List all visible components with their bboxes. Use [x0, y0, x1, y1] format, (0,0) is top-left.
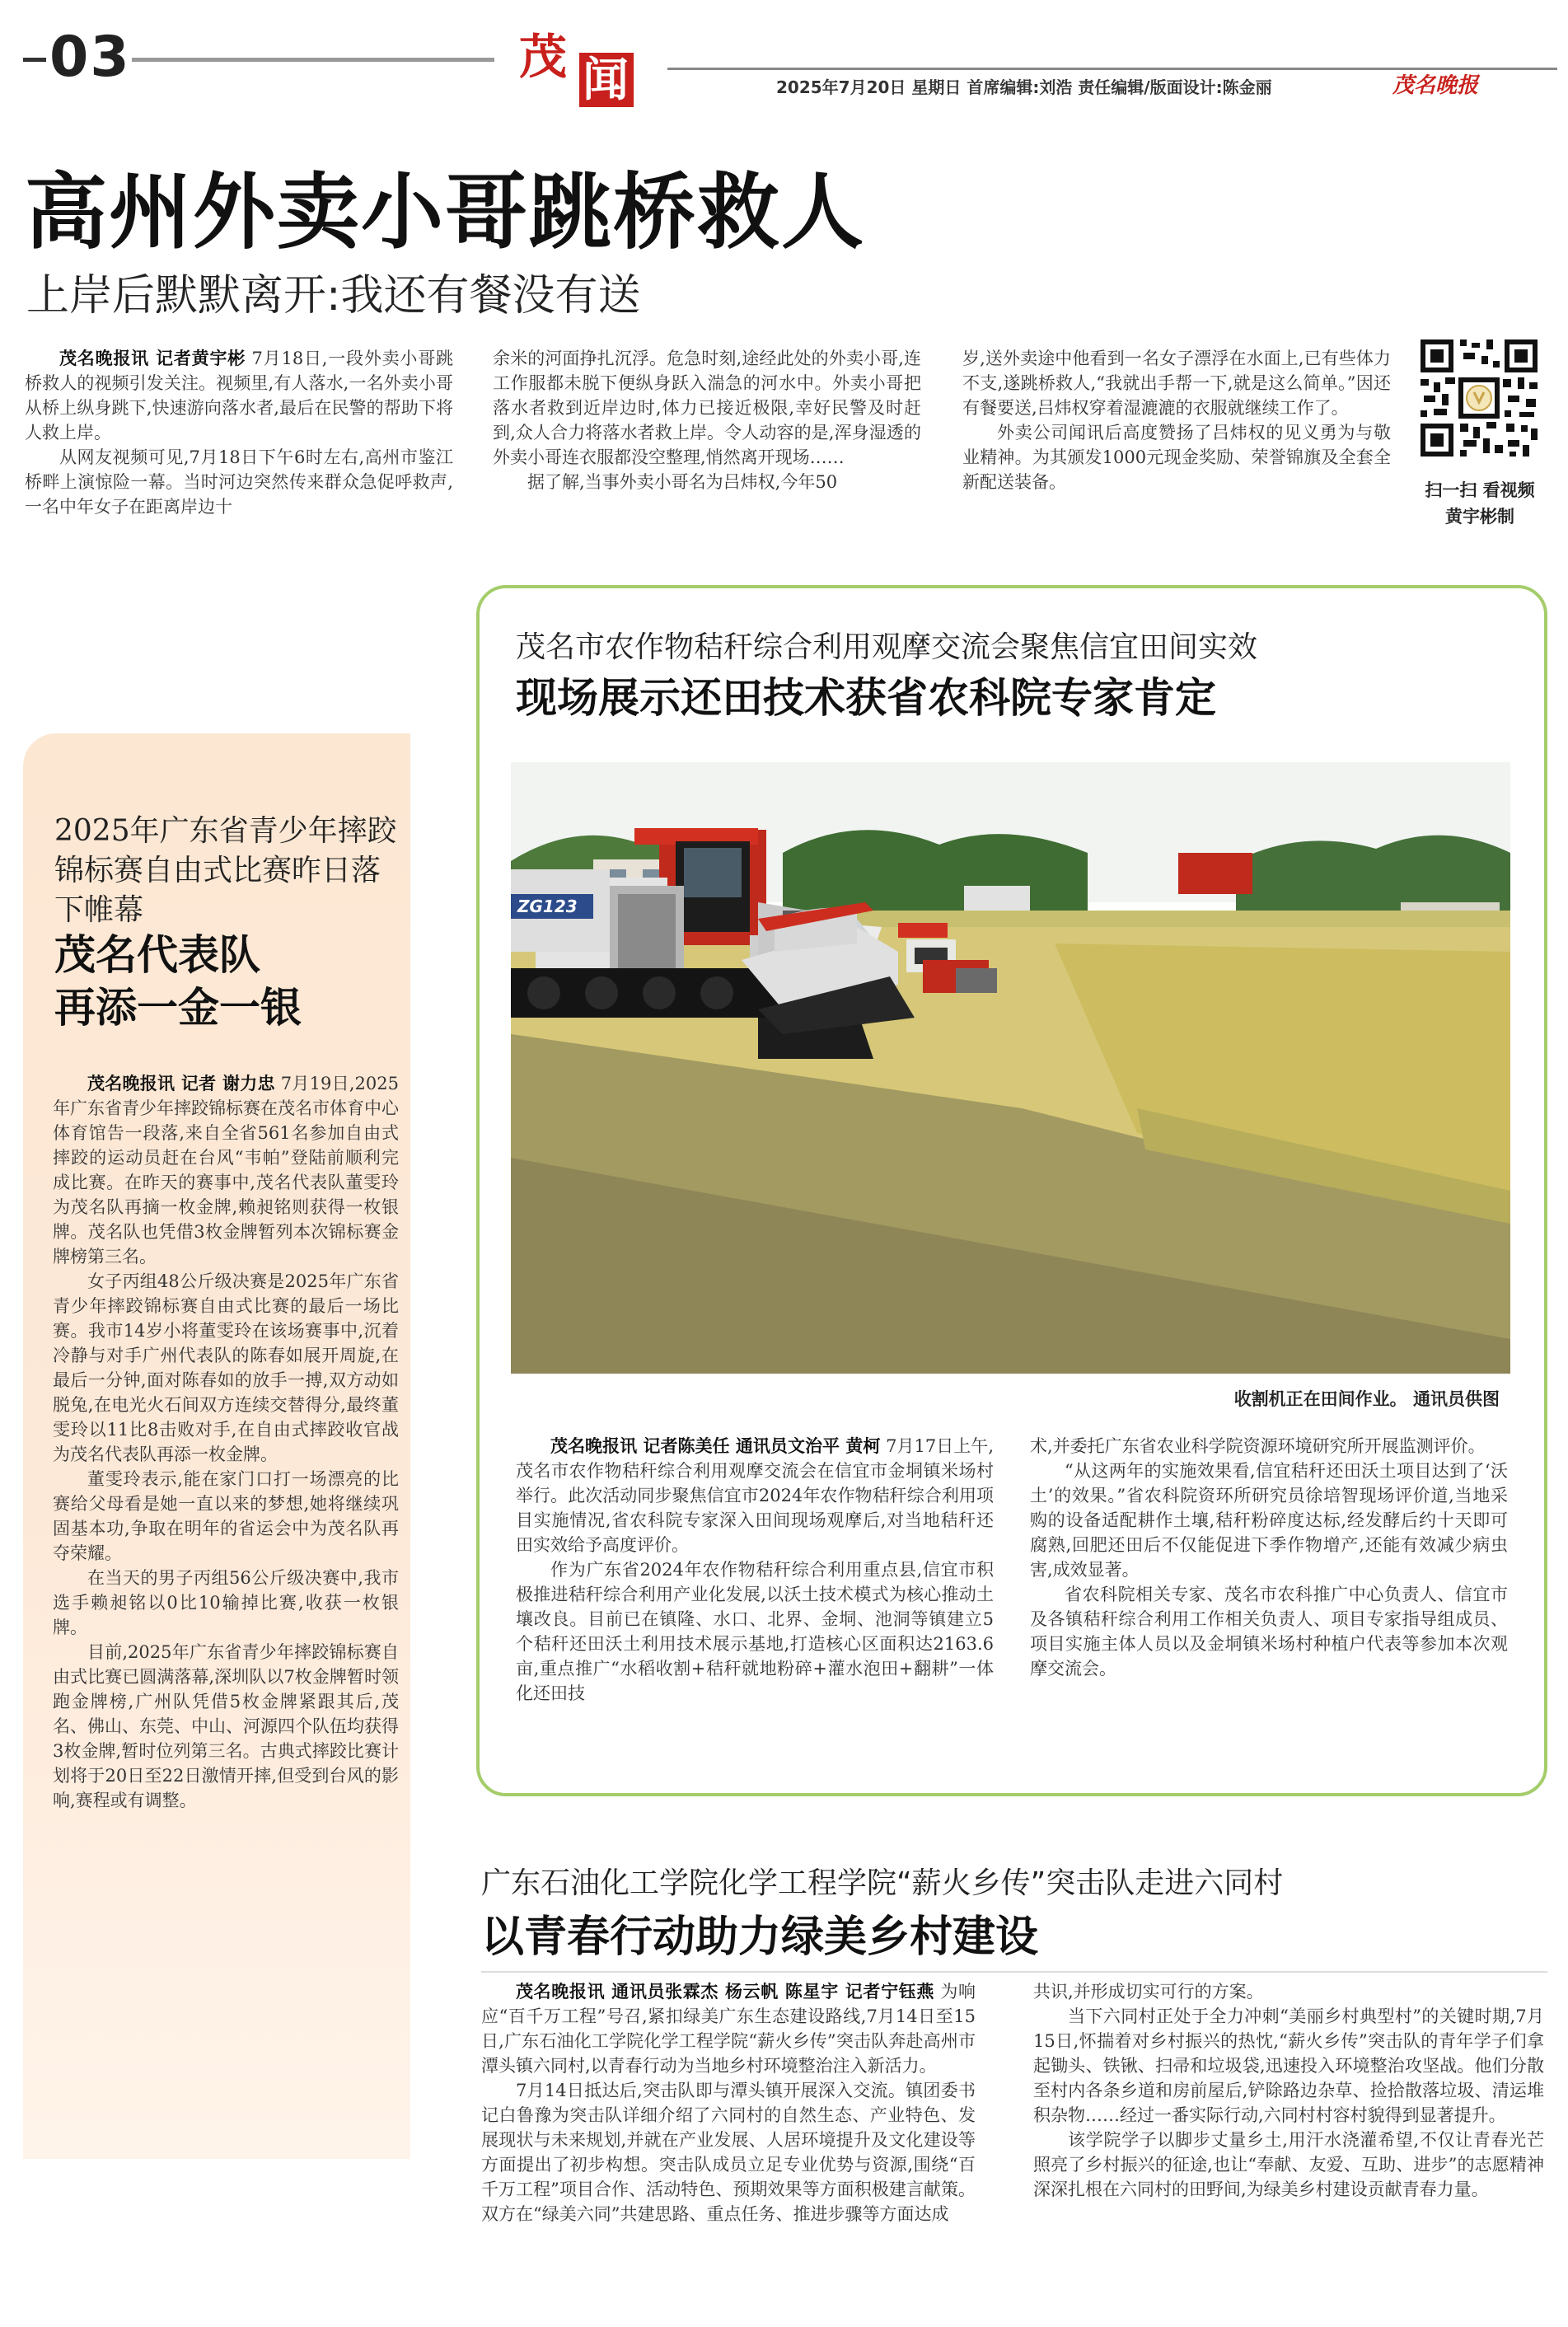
page-header — [0, 0, 1568, 115]
straw-c1-p2: 作为广东省2024年农作物秸秆综合利用重点县,信宜市积极推进秸秆综合利用产业化发展,以沃土技术模式为核心推动土壤改良。目前已在镇隆、水口、北界、金垌、池洞等镇建立5个秸秆还田沃土利用技术展示基地,打造核心区面积达2163.6亩,重点推广“水稻收割+秸秆就地粉碎+灌水泡田+翻耕”一体化还田技 — [516, 1560, 994, 1703]
lead-column-3 — [962, 346, 1391, 540]
wrestling-headline-2: 再添一金一银 — [54, 984, 302, 1032]
section-badge — [519, 28, 639, 107]
lead-col3-p1: 岁,送外卖途中他看到一名女子漂浮在水面上,已有些体力不支,遂跳桥救人,“我就出手帮一下,就是这么简单。”因还有餐要送,吕炜权穿着湿漉漉的衣服就继续工作了。 — [962, 349, 1391, 418]
youth-c1-p2: 7月14日抵达后,突击队即与潭头镇开展深入交流。镇团委书记白鲁豫为突击队详细介绍了六同村的自然生态、产业特色、发展现状与未来规划,并就在产业发展、人居环境提升及文化建设等方面提出了初步构想。突击队成员立足专业优势与资源,围绕“百千万工程”项目合作、活动特色、预期效果等方面积极建言献策。双方在“绿美六同”共建思路、重点任务、推进步骤等方面达成 — [481, 2081, 976, 2224]
youth-c2-p2: 当下六同村正处于全力冲刺“美丽乡村典型村”的关键时期,7月15日,怀揣着对乡村振兴的热忱,“薪火乡传”突击队的青年学子们拿起锄头、铁锹、扫帚和垃圾袋,迅速投入环境整治攻坚战。他们分散至村内各条乡道和房前屋后,铲除路边杂草、捡拾散落垃圾、清运堆积杂物……经过一番实际行动,六同村村容村貌得到显著提升。 — [1033, 2006, 1544, 2125]
lead-subtitle: 上岸后默默离开:我还有餐没有送 — [26, 271, 641, 321]
youth-c2-p1: 共识,并形成切实可行的方案。 — [1033, 1982, 1264, 2002]
lead-col2-p2: 据了解,当事外卖小哥名为吕炜权,今年50 — [527, 472, 838, 492]
youth-column-2 — [1033, 1979, 1544, 2321]
straw-c2-p3: 省农科院相关专家、茂名市农科推广中心负责人、信宜市及各镇秸秆综合利用工作相关负责人、项目专家指导组成员、项目实施主体人员以及金垌镇米场村种植户代表等参加本次观摩交流会。 — [1030, 1585, 1508, 1679]
wrestling-body: 茂名晚报讯 记者 谢力忠 7月19日,2025年广东省青少年摔跤锦标赛在茂名市体育中心体育馆告一段落,来自全省561名参加自由式摔跤的运动员赶在台风“韦帕”登陆前顺利完成比赛。在昨天的赛事中,茂名代表队董雯玲为茂名队再摘一枚金牌,赖昶铭则获得一枚银牌。茂名队也凭借3枚金牌暂列本次锦标赛金牌榜第三名。 女子丙组48公斤级决赛是2025年广东省青少年摔跤锦标赛自由式比赛的最后一场比赛。我市14岁小将董雯玲在该场赛事中,沉着冷静与对手广州代表队的陈春如展开周旋,在最后一分钟,面对陈春如的放手一搏,双方动如脱兔,在电光火石间双方连续交替得分,最终董雯玲以11比8击败对手,在自由式摔跤收官战为茂名代表队再添一枚金牌。 董雯玲表示,能在家门口打一场漂亮的比赛给父母看是她一直以来的梦想,她将继续巩固基本功,争取在明年的省运会中为茂名队再夺荣耀。 在当天的男子丙组56公斤级决赛中,我市选手赖昶铭以0比10输掉比赛,收获一枚银牌。 目前,2025年广东省青少年摔跤锦标赛自由式比赛已圆满落幕,深圳队以7枚金牌暂时领跑金牌榜,广州队凭借5枚金牌紧跟其后,茂名、佛山、东莞、中山、河源四个队伍均获得3枚金牌,暂时位列第三名。古典式摔跤比赛计划将于20日至22日激情开摔,但受到台风的影响,赛程或有调整。 — [53, 1071, 399, 1961]
youth-byline: 茂名晚报讯 通讯员张霖杰 杨云帆 陈星宇 记者宁钰燕 — [516, 1981, 935, 2002]
straw-column-1: 茂名晚报讯 记者陈美任 通讯员文治平 黄柯 7月17日上午,茂名市农作物秸秆综合利用观摩交流会在信宜市金垌镇米场村举行。此次活动同步聚焦信宜市2024年农作物秸秆综合利用项目实施情况,省农科院专家深入田间现场观摩后,对当地秸秆还田实效给予高度评价。 作为广东省2024年农作物秸秆综合利用重点县,信宜市积极推进秸秆综合利用产业化发展,以沃土技术模式为核心推动土壤改良。目前已在镇隆、水口、北界、金垌、池洞等镇建立5个秸秆还田沃土利用技术展示基地,打造核心区面积达2163.6亩,重点推广“水稻收割+秸秆就地粉碎+灌水泡田+翻耕”一体化还田技 — [516, 1434, 994, 1763]
wrestling-headline-1: 茂名代表队 — [54, 931, 260, 979]
straw-headline: 现场展示还田技术获省农科院专家肯定 — [516, 674, 1216, 722]
wrestling-p5: 目前,2025年广东省青少年摔跤锦标赛自由式比赛已圆满落幕,深圳队以7枚金牌暂时领跑金牌榜,广州队凭借5枚金牌紧跟其后,茂名、佛山、东莞、中山、河源四个队伍均获得3枚金牌,暂时位列第三名。古典式摔跤比赛计划将于20日至22日激情开摔,但受到台风的影响,赛程或有调整。 — [53, 1642, 399, 1810]
straw-c2-p2: “从这两年的实施效果看,信宜秸秆还田沃土项目达到了‘沃土’的效果。”省农科院资环所研究员徐培智现场评价道,当地采购的设备适配耕作土壤,秸秆粉碎度达标,经发酵后约十天即可腐熟,回肥还田后不仅能促进下季作物增产,还能有效减少病虫害,成效显著。 — [1030, 1461, 1508, 1580]
wrestling-p4: 在当天的男子丙组56公斤级决赛中,我市选手赖昶铭以0比10输掉比赛,收获一枚银牌。 — [53, 1568, 399, 1637]
photo-caption: 收割机正在田间作业。 通讯员供图 — [1233, 1389, 1500, 1409]
qr-code[interactable] — [1417, 336, 1541, 460]
harvester-model-label: ZG123 — [517, 897, 578, 916]
qr-caption-1: 扫一扫 看视频 — [1425, 480, 1535, 500]
youth-headline: 以青春行动助力绿美乡村建设 — [481, 1913, 1039, 1962]
wrestling-p3: 董雯玲表示,能在家门口打一场漂亮的比赛给父母看是她一直以来的梦想,她将继续巩固基本功,争取在明年的省运会中为茂名队再夺荣耀。 — [53, 1469, 399, 1563]
youth-rule — [481, 1971, 1547, 1973]
harvester-photo — [511, 762, 1510, 1374]
straw-c2-p1: 术,并委托广东省农业科学院资源环境研究所开展监测评价。 — [1030, 1436, 1486, 1456]
lead-col1-p2: 从网友视频可见,7月18日下午6时左右,高州市鉴江桥畔上演惊险一幕。当时河边突然传来群众急促呼救声,一名中年女子在距离岸边十 — [25, 447, 453, 517]
paper-logo: 茂名晚报 — [1392, 73, 1479, 98]
wrestling-kicker: 2025年广东省青少年摔跤锦标赛自由式比赛昨日落下帷幕 — [54, 814, 397, 927]
lead-col2-p1: 余米的河面挣扎沉浮。危急时刻,途经此处的外卖小哥,连工作服都未脱下便纵身跃入湍急的河水中。外卖小哥把落水者救到近岸边时,体力已接近极限,幸好民警及时赶到,众人合力将落水者救上岸。令人动容的是,浑身湿透的外卖小哥连衣服都没空整理,悄然离开现场…… — [493, 349, 921, 467]
lead-byline: 茂名晚报讯 记者黄宇彬 — [59, 348, 246, 368]
dateline: 2025年7月20日 星期日 首席编辑:刘浩 责任编辑/版面设计:陈金丽 — [776, 77, 1272, 97]
lead-column-2 — [493, 346, 921, 540]
lead-column-1: 茂名晚报讯 记者黄宇彬 7月18日,一段外卖小哥跳桥救人的视频引发关注。视频里,有人落水,一名外卖小哥从桥上纵身跳下,快速游向落水者,最后在民警的帮助下将人救上岸。 从网友视频可见,7月18日下午6时左右,高州市鉴江桥畔上演惊险一幕。当时河边突然传来群众急促呼救声,一名中年女子在距离岸边十 — [25, 346, 453, 540]
youth-column-1: 茂名晚报讯 通讯员张霖杰 杨云帆 陈星宇 记者宁钰燕 为响应“百千万工程”号召,紧扣绿美广东生态建设路线,7月14日至15日,广东石油化工学院化学工程学院“薪火乡传”突击队奔赴高州市潭头镇六同村,以青春行动为当地乡村环境整治注入新活力。 7月14日抵达后,突击队即与潭头镇开展深入交流。镇团委书记白鲁豫为突击队详细介绍了六同村的自然生态、产业特色、发展现状与未来规划,并就在产业发展、人居环境提升及文化建设等方面提出了初步构想。突击队成员立足专业优势与资源,围绕“百千万工程”项目合作、活动特色、预期效果等方面积极建言献策。双方在“绿美六同”共建思路、重点任务、推进步骤等方面达成 — [481, 1979, 976, 2321]
header-rule-left — [132, 58, 494, 62]
wrestling-p2: 女子丙组48公斤级决赛是2025年广东省青少年摔跤锦标赛自由式比赛的最后一场比赛。我市14岁小将董雯玲在该场赛事中,沉着冷静与对手广州代表队的陈春如展开周旋,在最后一分钟,面对陈春如的放手一搏,双方动如脱兔,在电光火石间双方连续交替得分,最终董雯玲以11比8击败对手,在自由式摔跤收官战为茂名代表队再添一枚金牌。 — [53, 1271, 399, 1464]
qr-caption-2: 黄宇彬制 — [1445, 507, 1514, 527]
header-rule-right — [667, 68, 1557, 70]
youth-c2-p3: 该学院学子以脚步丈量乡土,用汗水浇灌希望,不仅让青春光芒照亮了乡村振兴的征途,也让“奉献、友爱、互助、进步”的志愿精神深深扎根在六同村的田野间,为绿美乡村建设贡献青春力量。 — [1033, 2130, 1544, 2199]
wrestling-byline: 茂名晚报讯 记者 谢力忠 — [87, 1073, 275, 1093]
section-char-2: 闻 — [583, 53, 629, 107]
straw-column-2 — [1030, 1434, 1508, 1763]
youth-kicker: 广东石油化工学院化学工程学院“薪火乡传”突击队走进六同村 — [481, 1866, 1284, 1900]
section-char-1: 茂 — [519, 29, 568, 85]
lead-title: 高州外卖小哥跳桥救人 — [25, 164, 865, 260]
page-number: 03 — [49, 25, 131, 90]
straw-byline: 茂名晚报讯 记者陈美任 通讯员文治平 黄柯 — [550, 1435, 881, 1456]
straw-kicker: 茂名市农作物秸秆综合利用观摩交流会聚焦信宜田间实效 — [516, 630, 1258, 664]
lead-col3-p2: 外卖公司闻讯后高度赞扬了吕炜权的见义勇为与敬业精神。为其颁发1000元现金奖励、荣誉锦旗及全套全新配送装备。 — [962, 423, 1391, 492]
page-number-rule — [23, 58, 46, 62]
